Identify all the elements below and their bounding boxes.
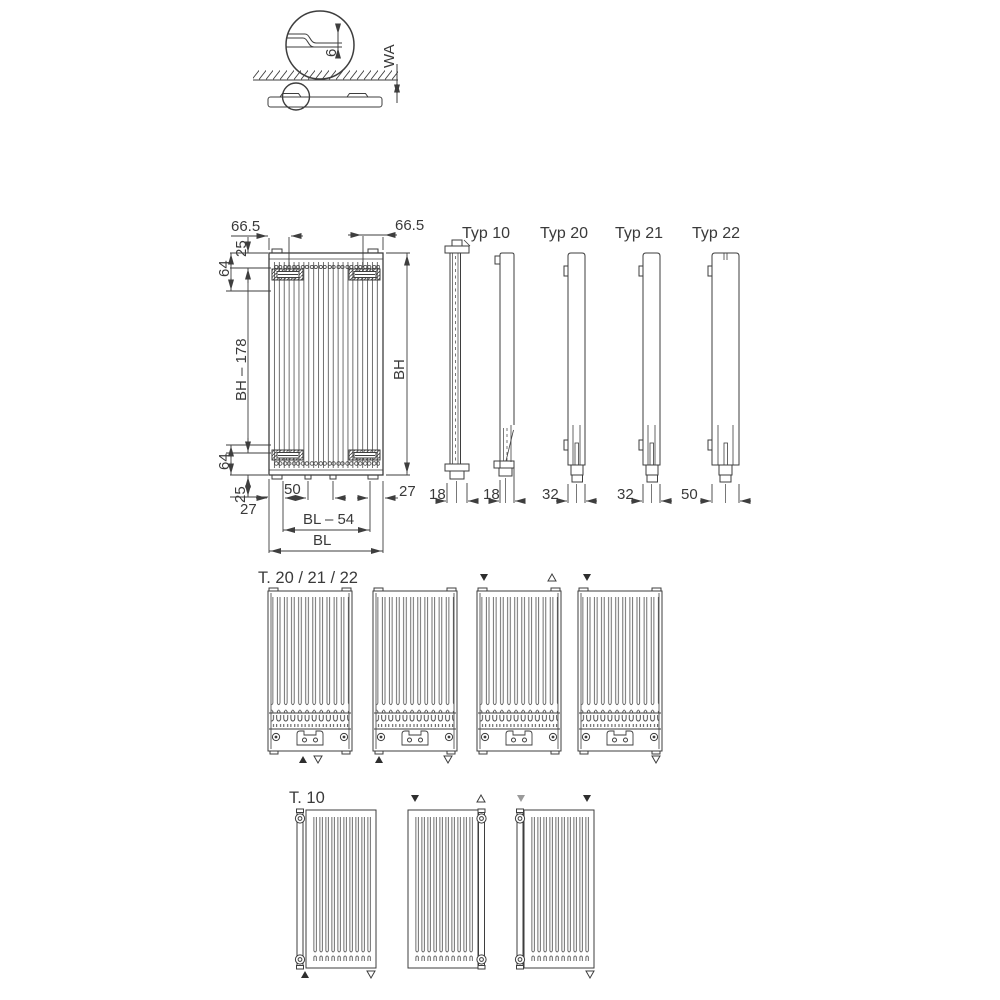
flow-marker-filled-up-icon — [375, 756, 383, 763]
return-marker-outline-down-icon — [444, 756, 452, 763]
typ-20-label: Typ 20 — [539, 225, 589, 242]
radiator-plan-view — [268, 83, 382, 110]
dim-depth-front-profile: 18 — [429, 486, 446, 503]
hanger-bracket-bottom-right — [349, 450, 380, 460]
hanger-bracket-bottom-left — [272, 450, 303, 460]
fin-field — [272, 262, 380, 468]
dim-27-left: 27 — [240, 501, 257, 518]
typ-21-profile — [639, 253, 660, 503]
radiator-20-variant-4 — [578, 588, 662, 754]
return-marker-outline-down-icon — [586, 971, 594, 978]
marker-muted-down-icon — [517, 795, 525, 802]
dim-bl: BL — [313, 532, 332, 549]
wall-distance-label: WA — [381, 44, 398, 68]
return-marker-outline-down-icon — [652, 756, 660, 763]
radiator-20-variant-2 — [373, 588, 457, 754]
radiator-20-variant-3 — [477, 588, 561, 754]
dim-64-bottom: 64 — [216, 453, 233, 470]
dim-25-top: 25 — [233, 240, 250, 257]
flow-marker-filled-down-icon — [480, 574, 488, 581]
hook-offset-dim-label: 6 — [323, 48, 340, 57]
dim-50: 50 — [284, 481, 301, 498]
riser-pipe-left — [295, 809, 304, 969]
flow-marker-filled-down-icon — [583, 574, 591, 581]
riser-pipe-right — [477, 809, 486, 969]
typ-22-profile — [708, 253, 739, 503]
dim-depth-typ10: 18 — [483, 486, 500, 503]
return-marker-outline-up-icon — [477, 795, 485, 802]
radiator-20-variant-1 — [268, 588, 352, 754]
flow-marker-filled-up-icon — [299, 756, 307, 763]
typ-22-label: Typ 22 — [691, 225, 741, 242]
return-marker-outline-down-icon — [367, 971, 375, 978]
bracket-hook-profile — [286, 34, 342, 47]
dim-64-top: 64 — [216, 260, 233, 277]
flow-marker-filled-down-icon — [583, 795, 591, 802]
wall-section — [253, 70, 398, 80]
detail-circle — [286, 11, 354, 79]
dim-depth-typ22: 50 — [681, 486, 698, 503]
row2-title: T. 10 — [289, 789, 325, 807]
typ-21-label: Typ 21 — [614, 225, 664, 242]
row1-title: T. 20 / 21 / 22 — [258, 569, 358, 587]
dim-bh-minus-178: BH – 178 — [233, 338, 250, 401]
radiator-10-variant-3 — [524, 810, 594, 968]
radiator-10-variant-1 — [306, 810, 376, 968]
dim-bh: BH — [391, 359, 408, 380]
front-view — [269, 249, 383, 479]
hanger-bracket-top-right — [349, 269, 380, 280]
wall-hatch — [253, 70, 398, 80]
connection-row-20-21-22 — [268, 574, 662, 763]
dim-bl-minus-54: BL – 54 — [303, 511, 355, 528]
front-view-side-profile — [445, 240, 470, 503]
flow-marker-filled-up-icon — [301, 971, 309, 978]
return-marker-outline-up-icon — [548, 574, 556, 581]
wall-bracket-detail — [253, 11, 398, 110]
connection-row-10 — [295, 795, 594, 978]
dim-66-5-right: 66.5 — [395, 217, 425, 234]
hanger-bracket-top-left — [272, 269, 303, 280]
dim-27-right: 27 — [399, 483, 416, 500]
return-marker-outline-down-icon — [314, 756, 322, 763]
dim-depth-typ20: 32 — [542, 486, 559, 503]
radiator-10-variant-2 — [408, 810, 478, 968]
side-profiles — [437, 240, 751, 503]
riser-pipe-left — [515, 809, 524, 969]
dim-depth-typ21: 32 — [617, 486, 634, 503]
typ-20-profile — [564, 253, 585, 503]
flow-marker-filled-down-icon — [411, 795, 419, 802]
dim-25-bottom: 25 — [232, 486, 249, 503]
typ-10-label: Typ 10 — [461, 225, 511, 242]
dim-66-5-left: 66.5 — [231, 218, 261, 235]
typ-10-profile — [494, 253, 514, 503]
